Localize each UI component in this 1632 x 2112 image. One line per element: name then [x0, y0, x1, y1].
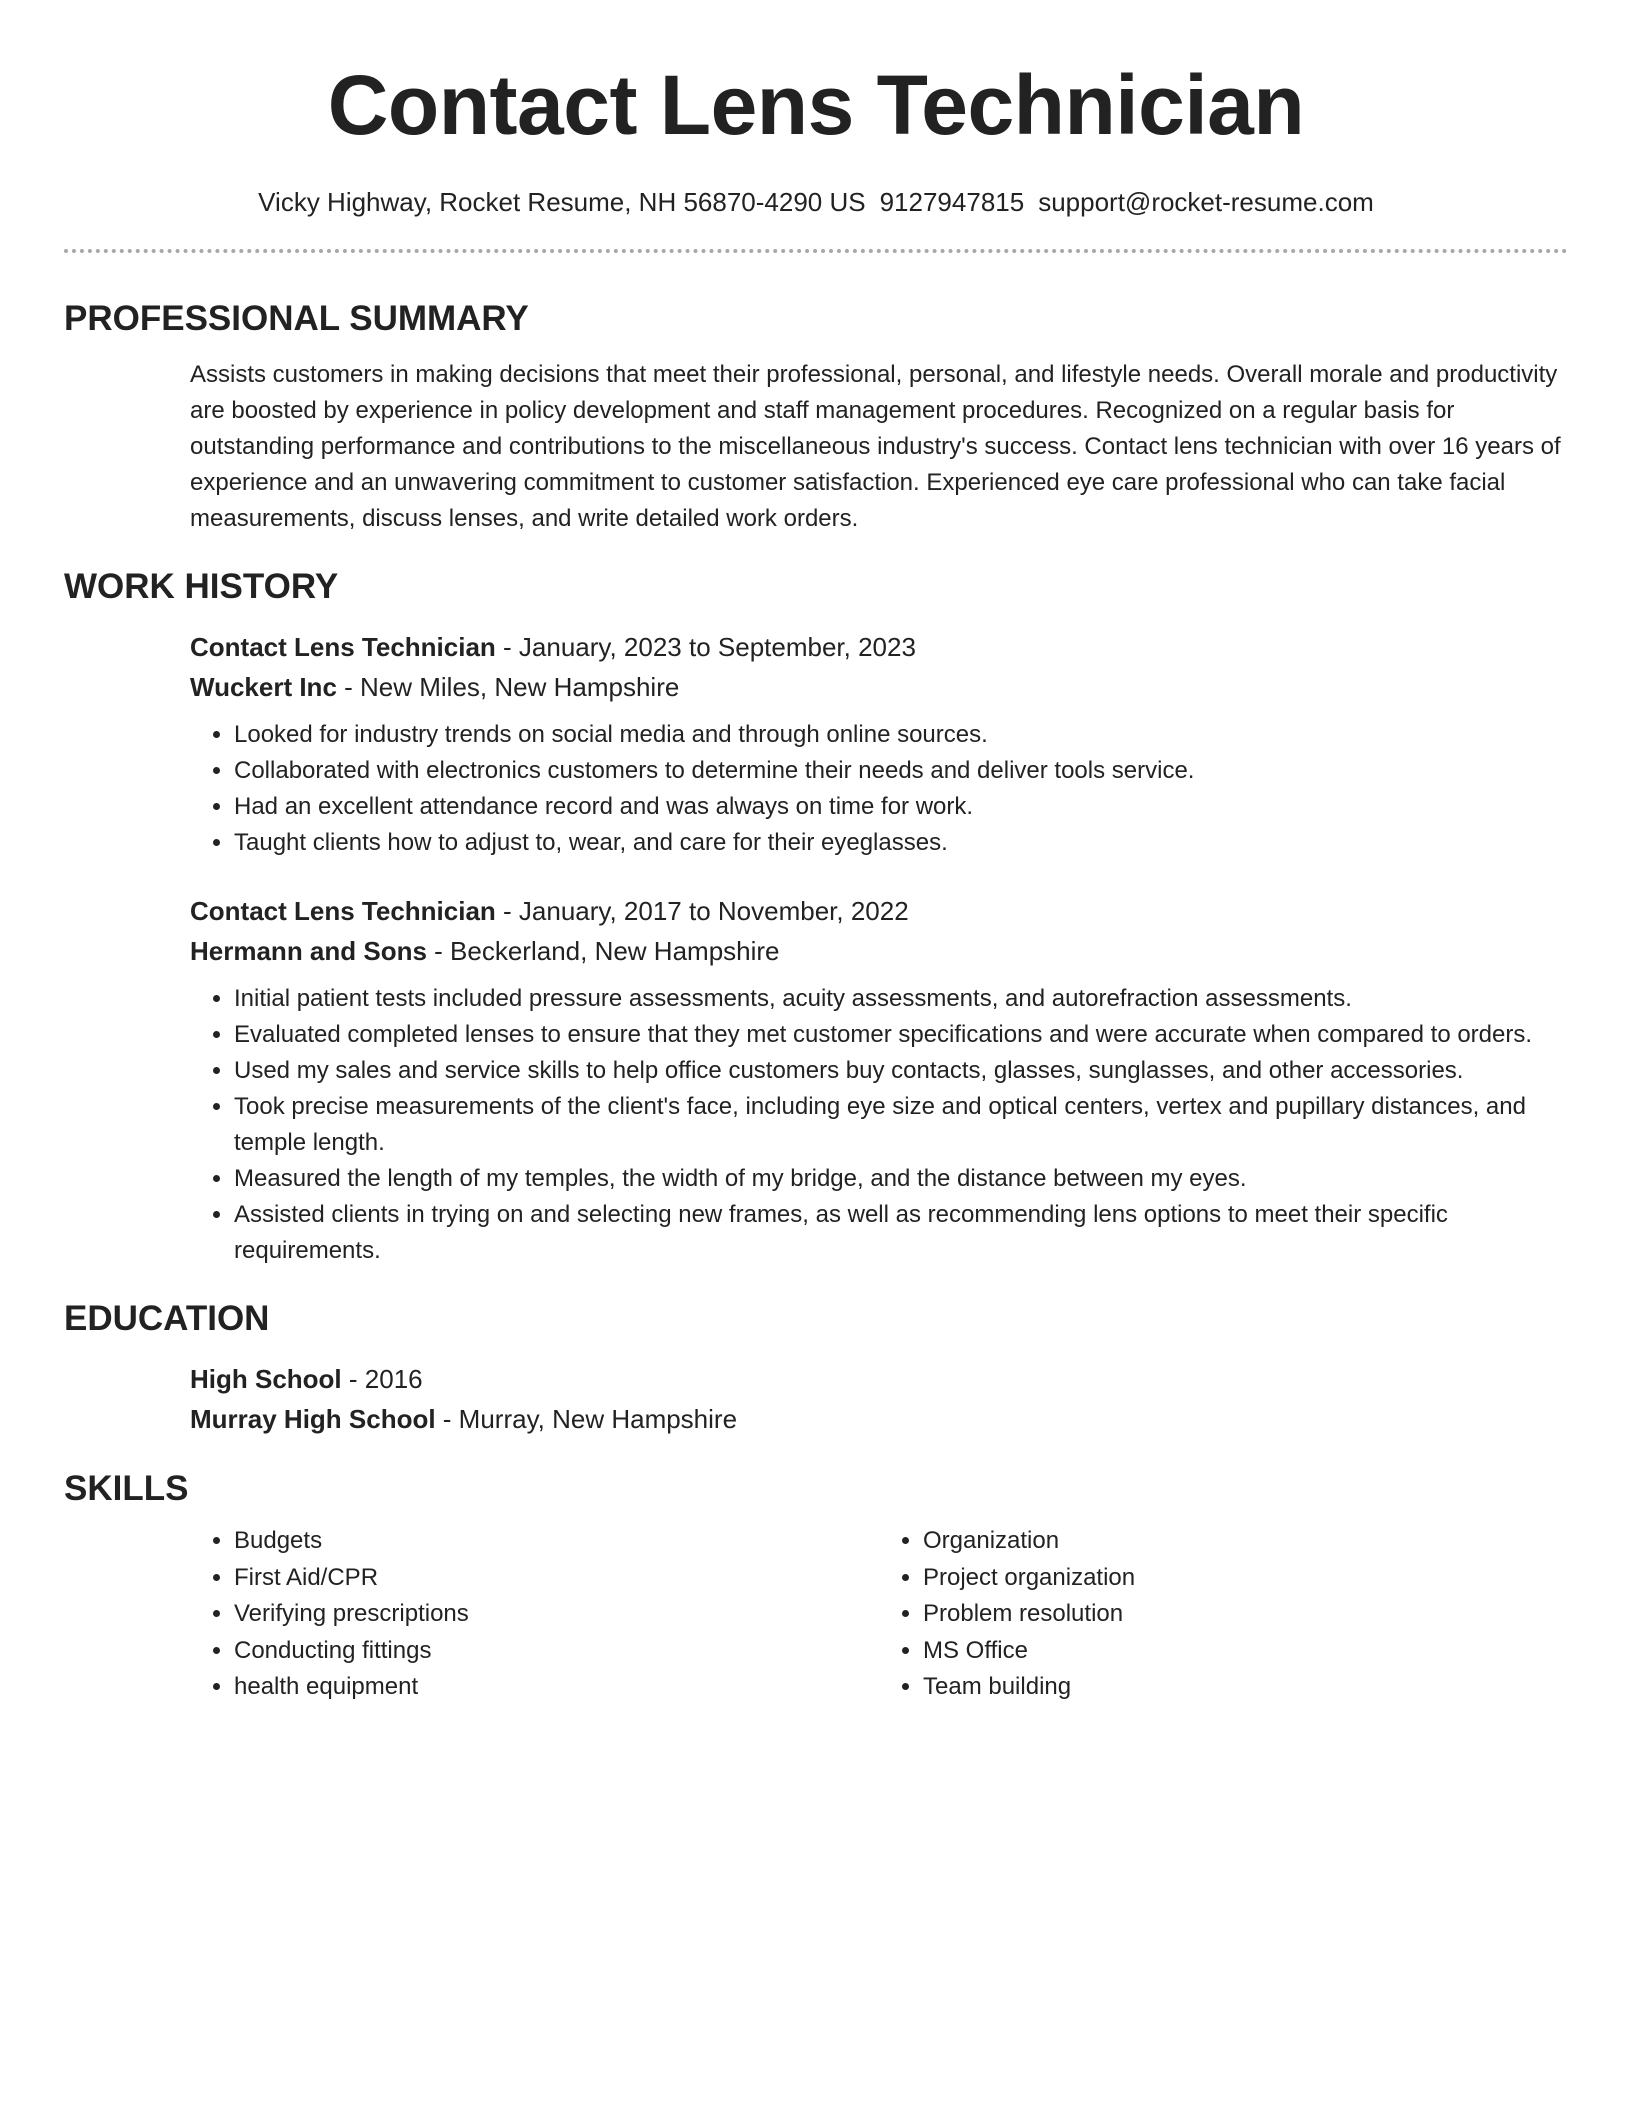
list-item: • Taught clients how to adjust to, wear, and care for their eyeglasses.	[234, 825, 1568, 861]
work-history-heading: WORK HISTORY	[64, 567, 339, 606]
work-history-section	[64, 565, 1568, 1269]
job-dates: - January, 2023 to September, 2023	[495, 632, 916, 662]
list-item: • Assisted clients in trying on and selecting new frames, as well as recommending lens options to meet their specific requirements.	[234, 1197, 1568, 1269]
resume-title: Contact Lens Technician	[327, 58, 1305, 152]
skills-heading: SKILLS	[64, 1469, 189, 1508]
job-entry	[190, 627, 1568, 861]
job-entry	[190, 891, 1568, 1269]
list-item: • Had an excellent attendance record and was always on time for work.	[234, 789, 1568, 825]
contact-address: Vicky Highway, Rocket Resume, NH 56870-4290 US	[258, 187, 866, 217]
education-section	[64, 1297, 1568, 1439]
education-location: - Murray, New Hampshire	[435, 1404, 738, 1434]
education-school-line	[190, 1399, 1568, 1439]
education-degree-line	[190, 1359, 1568, 1399]
skills-section	[64, 1467, 1568, 1706]
summary-text: Assists customers in making decisions that meet their professional, personal, and lifestyle needs. Overall morale and productivity are boosted by experience in policy development and staff management procedures. Recognized on a regular basis for outstanding performance and contributions to the miscellaneous industry's success. Contact lens technician with over 16 years of experience and an unwavering commitment to customer satisfaction. Experienced eye care professional who can take facial measurements, discuss lenses, and write detailed work orders.	[190, 361, 1561, 532]
list-item: • Looked for industry trends on social media and through online sources.	[234, 717, 1568, 753]
education-school: Murray High School	[190, 1404, 436, 1434]
skill-item: • First Aid/CPR	[234, 1560, 879, 1597]
list-item: • Collaborated with electronics customers to determine their needs and deliver tools service.	[234, 753, 1568, 789]
header-divider	[64, 249, 1568, 253]
list-item: • Measured the length of my temples, the width of my bridge, and the distance between my eyes.	[234, 1161, 1568, 1197]
education-degree: High School	[190, 1364, 342, 1394]
skill-item: • Organization	[923, 1523, 1568, 1560]
job-title-line	[190, 627, 1568, 667]
job-title: Contact Lens Technician	[190, 632, 496, 662]
list-item: • Evaluated completed lenses to ensure that they met customer specifications and were accurate when compared to orders.	[234, 1017, 1568, 1053]
contact-email: support@rocket-resume.com	[1038, 187, 1374, 217]
skill-item: • Conducting fittings	[234, 1633, 879, 1670]
job-company-line	[190, 667, 1568, 707]
contact-line	[64, 185, 1568, 219]
skill-item: • health equipment	[234, 1669, 879, 1706]
job-title: Contact Lens Technician	[190, 896, 496, 926]
contact-phone: 9127947815	[879, 187, 1025, 217]
job-company-line	[190, 931, 1568, 971]
job-bullets	[190, 981, 1568, 1269]
job-company: Hermann and Sons	[190, 936, 427, 966]
skill-item: • Problem resolution	[923, 1596, 1568, 1633]
skill-item: • Verifying prescriptions	[234, 1596, 879, 1633]
skills-right-list	[879, 1523, 1568, 1706]
education-heading: EDUCATION	[64, 1299, 270, 1338]
list-item: • Initial patient tests included pressure assessments, acuity assessments, and autorefraction assessments.	[234, 981, 1568, 1017]
skill-item: • MS Office	[923, 1633, 1568, 1670]
job-bullets	[190, 717, 1568, 861]
job-location: - Beckerland, New Hampshire	[426, 936, 780, 966]
skill-item: • Team building	[923, 1669, 1568, 1706]
job-title-line	[190, 891, 1568, 931]
job-company: Wuckert Inc	[190, 672, 337, 702]
job-dates: - January, 2017 to November, 2022	[495, 896, 909, 926]
job-location: - New Miles, New Hampshire	[336, 672, 680, 702]
list-item: • Used my sales and service skills to help office customers buy contacts, glasses, sunglasses, and other accessories.	[234, 1053, 1568, 1089]
summary-heading: PROFESSIONAL SUMMARY	[64, 299, 529, 338]
skills-columns	[190, 1523, 1568, 1706]
skills-left-list	[190, 1523, 879, 1706]
skill-item: • Project organization	[923, 1560, 1568, 1597]
skill-item: • Budgets	[234, 1523, 879, 1560]
summary-section	[64, 297, 1568, 537]
education-year: - 2016	[341, 1364, 423, 1394]
list-item: • Took precise measurements of the client's face, including eye size and optical centers, vertex and pupillary distances, and temple length.	[234, 1089, 1568, 1161]
